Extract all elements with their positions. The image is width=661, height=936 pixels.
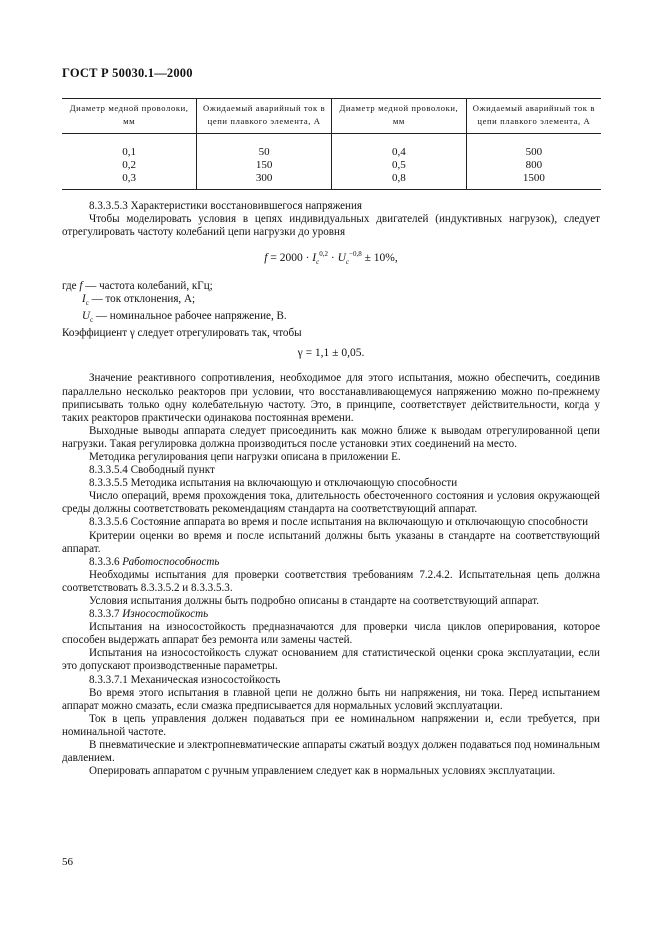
page-number: 56 xyxy=(62,856,73,868)
formula-part: c xyxy=(345,258,349,267)
paragraph: Выходные выводы аппарата следует присоединить как можно ближе к выводам отрегулированной цепи нагрузки. Такая регулировка должна производиться после установки этих соединений на место. xyxy=(62,424,600,450)
paragraph: Значение реактивного сопротивления, необходимое для этого испытания, можно обеспечить, соединив параллельно несколько реакторов при условии, что восстанавливающемуся напряжению можно по-прежнему приписывать только одну колебательную частоту. Это, в принципе, соответствует действительности, когда у таких реакторов практически одинакова постоянная времени. xyxy=(62,372,600,424)
formula-part: U xyxy=(337,252,346,265)
paragraph: Во время этого испытания в главной цепи не должно быть ни напряжения, ни тока. Перед испытанием аппарат можно смазать, если смазка предписывается для нормальных условий эксплуатации. xyxy=(62,686,600,712)
cell-value: 800 xyxy=(525,159,543,171)
wire-current-table xyxy=(62,98,601,190)
table-row xyxy=(62,134,601,190)
formula-definitions xyxy=(62,280,600,328)
formula-part: f xyxy=(264,252,268,265)
table-header-cell: Диаметр медной проволоки, мм xyxy=(62,99,197,134)
frequency-formula xyxy=(62,248,600,269)
section-heading: 8.3.3.5.5 Методика испытания на включающую и отключающую способности xyxy=(89,477,458,490)
paragraph: Условия испытания должны быть подробно описаны в стандарте на соответствующий аппарат. xyxy=(89,595,539,607)
table-header-cell: Ожидаемый аварийный ток в цепи плавкого элемента, А xyxy=(197,99,332,134)
section-number: 8.3.3.7 xyxy=(89,608,123,621)
cell-value: 0,1 xyxy=(122,146,136,158)
section-heading xyxy=(62,556,600,569)
section-heading: 8.3.3.7.1 Механическая износостойкость xyxy=(89,673,281,686)
paragraph: Ток в цепь управления должен подаваться при ее номинальном напряжении и, если требуется, при номинальной частоте. xyxy=(62,712,600,738)
section-heading: 8.3.3.5.6 Состояние аппарата во время и после испытания на включающую и отключающую способности xyxy=(89,516,589,529)
formula-part: −0,8 xyxy=(349,250,362,259)
paragraph: Число операций, время прохождения тока, длительность обесточенного состояния и условия окружающей среды должны соответствовать рекомендациям стандарта на соответствующий аппарат. xyxy=(62,490,600,516)
paragraph: Методика регулирования цепи нагрузки описана в приложении Е. xyxy=(89,450,401,463)
gamma-formula: γ = 1,1 ± 0,05. xyxy=(297,347,365,360)
definition-text: — ток отклонения, А; xyxy=(88,292,196,305)
cell-value: 0,2 xyxy=(122,159,136,171)
table-header-row xyxy=(62,99,601,134)
paragraph: Необходимы испытания для проверки соответствия требованиям 7.2.4.2. Испытательная цепь должна соответствовать 8.3.3.5.2 и 8.3.3.5.3. xyxy=(62,568,600,594)
definition-var: I xyxy=(82,292,86,305)
body-text xyxy=(62,200,600,778)
cell-value: 50 xyxy=(258,146,270,158)
paragraph: В пневматические и электропневматические аппараты сжатый воздух должен подаваться под номинальным давлением. xyxy=(62,739,600,765)
section-title: Работоспособность xyxy=(122,555,220,568)
table-cell xyxy=(197,134,332,190)
formula-part: 0,2 xyxy=(319,250,328,259)
definition-var: c xyxy=(85,298,89,307)
section-title: Износостойкость xyxy=(122,608,209,621)
formula-part: c xyxy=(316,258,320,267)
definition-var: f xyxy=(79,279,83,292)
table-header-cell: Ожидаемый аварийный ток в цепи плавкого элемента, А xyxy=(466,99,601,134)
formula-part: · xyxy=(327,252,338,265)
cell-value: 0,5 xyxy=(392,159,406,171)
section-heading xyxy=(62,608,600,621)
section-heading: 8.3.3.5.3 Характеристики восстановившегося напряжения xyxy=(89,200,363,212)
table-cell xyxy=(466,134,601,190)
cell-value: 300 xyxy=(255,172,273,184)
formula-part: ± 10%, xyxy=(361,252,398,265)
paragraph: Испытания на износостойкость служат основанием для статистической оценки срока эксплуатации, если это допускают производственные параметры. xyxy=(62,647,600,673)
definition-text: — частота колебаний, кГц; xyxy=(82,279,213,292)
paragraph: Критерии оценки во время и после испытаний должны быть указаны в стандарте на соответствующий аппарат. xyxy=(62,529,600,555)
table-cell xyxy=(62,134,197,190)
cell-value: 0,4 xyxy=(392,146,406,158)
paragraph: Испытания на износостойкость предназначаются для проверки числа циклов оперирования, которое способен выдержать аппарат без ремонта или замены частей. xyxy=(62,621,600,647)
cell-value: 1500 xyxy=(522,172,545,184)
definition-var: c xyxy=(90,316,94,325)
definition-text: — номинальное рабочее напряжение, В. xyxy=(93,309,287,322)
formula-part: I xyxy=(312,252,317,265)
definition-line xyxy=(62,310,600,327)
cell-value: 0,3 xyxy=(122,172,136,184)
table-header-cell: Диаметр медной проволоки, мм xyxy=(332,99,467,134)
section-heading: 8.3.3.5.4 Свободный пункт xyxy=(89,464,215,477)
paragraph: Оперировать аппаратом с ручным управлением следует как в нормальных условиях эксплуатации. xyxy=(89,765,556,778)
document-header: ГОСТ Р 50030.1—2000 xyxy=(62,66,193,80)
paragraph: Коэффициент γ следует отрегулировать так, чтобы xyxy=(62,327,302,340)
table-cell xyxy=(332,134,467,190)
definition-line xyxy=(62,293,600,310)
formula-part: = 2000 · xyxy=(267,252,313,265)
definition-text: где xyxy=(62,279,80,292)
paragraph: Чтобы моделировать условия в цепях индивидуальных двигателей (индуктивных нагрузок), следует отрегулировать частоту колебаний цепи нагрузки до уровня xyxy=(62,213,600,239)
section-number: 8.3.3.6 xyxy=(89,555,123,568)
cell-value: 150 xyxy=(255,159,273,171)
definition-var: U xyxy=(82,309,91,322)
cell-value: 500 xyxy=(525,146,543,158)
cell-value: 0,8 xyxy=(392,172,406,184)
definition-line xyxy=(62,280,600,293)
